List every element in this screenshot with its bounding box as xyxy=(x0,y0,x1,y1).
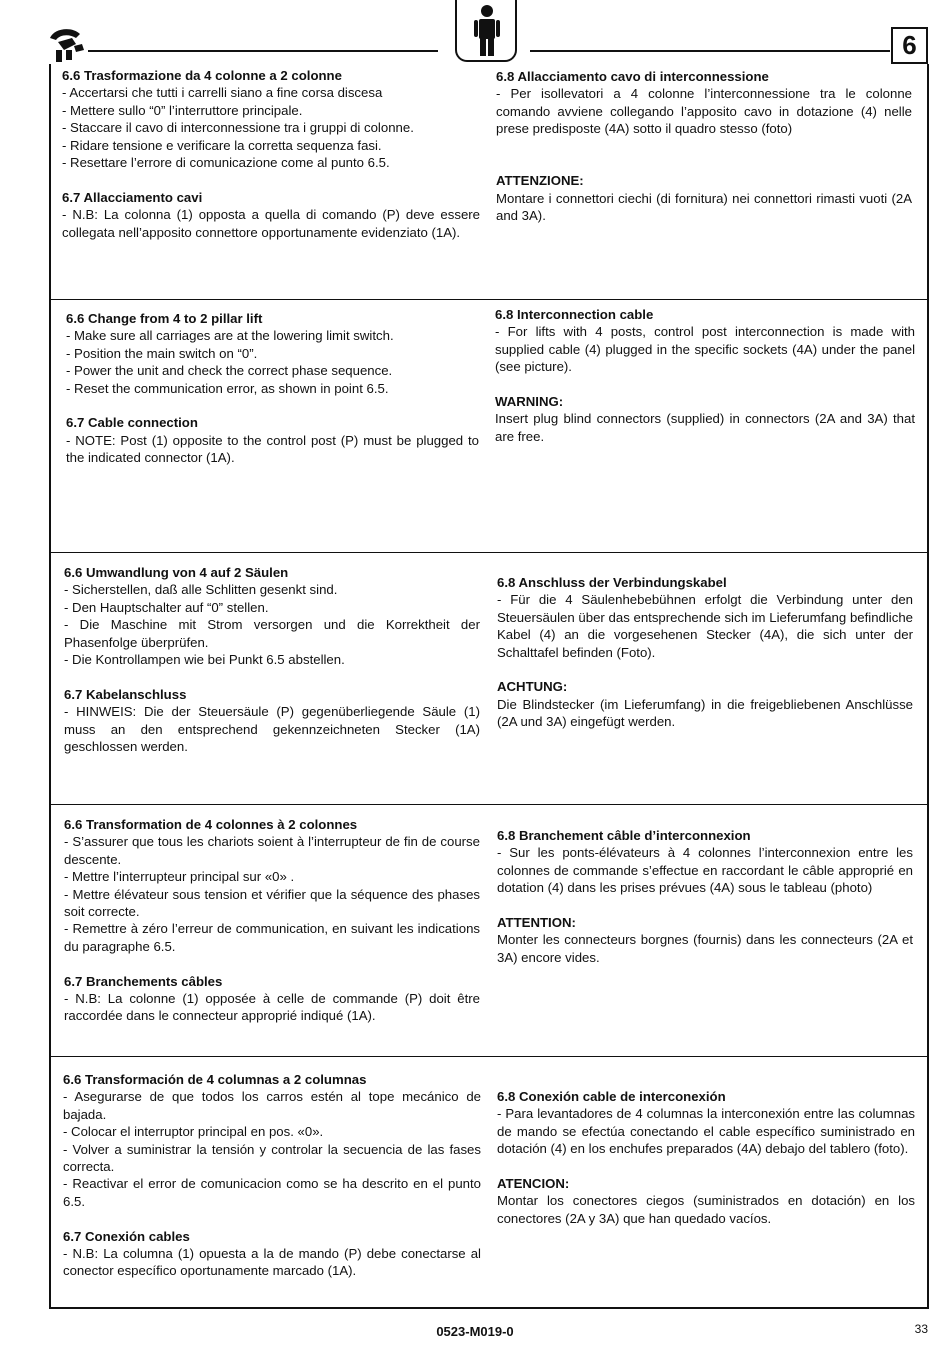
list-item: - Mettre élévateur sous tension et vérifier que la séquence des phases soit correcte. xyxy=(64,886,480,920)
paragraph: - Para levantadores de 4 columnas la interconexión entre las columnas de mando se efectúa conectando el cable específico suministrado en dotación (4) en los enchufes preparados (4A) debajo del tablero (foto). xyxy=(497,1106,915,1157)
section-it-left xyxy=(62,67,480,241)
list-item: - Asegurarse de que todos los carros estén al tope mecánico de bajada. xyxy=(63,1089,481,1122)
paragraph: Monter les connecteurs borgnes (fournis) dans les connecteurs (2A et 3A) encore vides. xyxy=(497,932,913,965)
list-item: - Mettre l’interrupteur principal sur «0» . xyxy=(64,869,295,885)
list-item: - N.B: La colonna (1) opposta a quella di comando (P) deve essere collegata nell’apposito connettore opportunamente evidenziato (1A). xyxy=(62,207,480,240)
list-item: - Position the main switch on “0”. xyxy=(66,345,258,361)
section-divider xyxy=(49,1056,929,1057)
page-number: 33 xyxy=(914,1322,928,1336)
heading-6-7: 6.7 Branchements câbles xyxy=(64,973,223,989)
paragraph: Montar los conectores ciegos (suministrados en dotación) en los conectores (2A y 3A) que han quedado vacíos. xyxy=(497,1193,915,1226)
list-item: - Colocar el interruptor principal en pos. «0». xyxy=(63,1124,324,1140)
chapter-number: 6 xyxy=(891,27,928,64)
list-item: - Accertarsi che tutti i carrelli siano a fine corsa discesa xyxy=(62,85,383,101)
document-code: 0523-M019-0 xyxy=(436,1324,514,1339)
list-item: - HINWEIS: Die der Steuersäule (P) gegenüberliegende Säule (1) muss an den entsprechend gekennzeichneten Stecker (1A) geschlossen werden. xyxy=(64,704,480,755)
section-it-right xyxy=(496,68,912,225)
header-rule-left xyxy=(88,50,438,52)
heading-6-7: 6.7 Allacciamento cavi xyxy=(62,189,203,205)
heading-6-6: 6.6 Change from 4 to 2 pillar lift xyxy=(66,311,263,326)
heading-6-6: 6.6 Transformación de 4 columnas a 2 columnas xyxy=(63,1072,367,1087)
heading-6-6: 6.6 Trasformazione da 4 colonne a 2 colonne xyxy=(62,68,342,83)
list-item: - Reset the communication error, as shown in point 6.5. xyxy=(66,380,389,396)
list-item: - Ridare tensione e verificare la corretta sequenza fasi. xyxy=(62,137,382,153)
section-divider xyxy=(49,552,929,553)
list-item: - Power the unit and check the correct phase sequence. xyxy=(66,363,393,379)
paragraph: Die Blindstecker (im Lieferumfang) in die freigebliebenen Anschlüsse (2A und 3A) eingefügt werden. xyxy=(497,696,913,730)
heading-6-7: 6.7 Kabelanschluss xyxy=(64,686,187,702)
section-de-left xyxy=(64,564,480,755)
list-item: - N.B: La colonne (1) opposée à celle de commande (P) doit être raccordée dans le connecteur approprié indiqué (1A). xyxy=(64,991,480,1024)
list-item: - N.B: La columna (1) opuesta a la de mando (P) debe conectarse al conector específico oportunamente marcado (1A). xyxy=(63,1246,481,1279)
list-item: - Staccare il cavo di interconnessione tra i gruppi di colonne. xyxy=(62,120,414,136)
operator-pictogram xyxy=(455,0,517,62)
heading-6-8: 6.8 Conexión cable de interconexión xyxy=(497,1089,726,1104)
list-item: - Resettare l’errore di comunicazione come al punto 6.5. xyxy=(62,155,390,171)
warning-label: ATTENZIONE: xyxy=(496,173,584,189)
heading-6-8: 6.8 Interconnection cable xyxy=(495,307,654,322)
warning-label: ACHTUNG: xyxy=(497,679,568,695)
list-item: - S’assurer que tous les chariots soient à l’interrupteur de fin de course descente. xyxy=(64,834,480,867)
heading-6-7: 6.7 Conexión cables xyxy=(63,1228,190,1244)
list-item: - Die Maschine mit Strom versorgen und die Korrektheit der Phasenfolge überprüfen. xyxy=(64,617,480,650)
section-es-left xyxy=(63,1071,481,1280)
list-item: - Remettre à zéro l’erreur de communication, en suivant les indications du paragraphe 6.5. xyxy=(64,921,480,954)
header-rule-right xyxy=(530,50,890,52)
list-item: - Die Kontrollampen wie bei Punkt 6.5 abstellen. xyxy=(64,652,345,668)
paragraph: - Sur les ponts-élévateurs à 4 colonnes l’interconnexion entre les colonnes de commande s’effectue en raccordant le câble approprié en dotation (4) dans les prises prévues (4A) sous le tableau (photo) xyxy=(497,845,913,896)
list-item: - NOTE: Post (1) opposite to the control post (P) must be plugged to the indicated connector (1A). xyxy=(66,432,479,466)
manufacturer-logo-icon xyxy=(46,24,88,66)
warning-label: WARNING: xyxy=(495,394,564,410)
paragraph: Montare i connettori ciechi (di fornitura) nei connettori rimasti vuoti (2A and 3A). xyxy=(496,190,912,224)
section-en-left xyxy=(66,310,479,467)
paragraph: - For lifts with 4 posts, control post interconnection is made with supplied cable (4) plugged in the specific sockets (4A) under the panel (see picture). xyxy=(495,324,915,375)
warning-label: ATTENTION: xyxy=(497,915,576,931)
list-item: - Sicherstellen, daß alle Schlitten gesenkt sind. xyxy=(64,582,338,598)
section-divider xyxy=(49,299,929,300)
warning-label: ATENCION: xyxy=(497,1176,570,1192)
heading-6-8: 6.8 Allacciamento cavo di interconnessione xyxy=(496,69,769,84)
list-item: - Make sure all carriages are at the lowering limit switch. xyxy=(66,328,394,344)
list-item: - Reactivar el error de comunicacion como se ha descrito en el punto 6.5. xyxy=(63,1176,481,1209)
section-de-right xyxy=(497,574,913,731)
section-divider xyxy=(49,804,929,805)
heading-6-6: 6.6 Umwandlung von 4 auf 2 Säulen xyxy=(64,565,289,580)
person-icon xyxy=(471,4,503,58)
heading-6-8: 6.8 Branchement câble d’interconnexion xyxy=(497,828,751,843)
paragraph: Insert plug blind connectors (supplied) in connectors (2A and 3A) that are free. xyxy=(495,411,915,444)
paragraph: - Per isollevatori a 4 colonne l’interconnessione tra le colonne comando avviene collegando l’apposito cavo in dotazione (4) nelle prese predisposte (4A) sotto il quadro stesso (foto) xyxy=(496,86,912,137)
heading-6-7: 6.7 Cable connection xyxy=(66,415,198,431)
section-es-right xyxy=(497,1088,915,1227)
section-en-right xyxy=(495,306,915,445)
list-item: - Den Hauptschalter auf “0” stellen. xyxy=(64,599,269,615)
section-fr-right xyxy=(497,827,913,966)
section-fr-left xyxy=(64,816,480,1025)
list-item: - Mettere sullo “0” l’interruttore principale. xyxy=(62,102,303,118)
list-item: - Volver a suministrar la tensión y controlar la secuencia de las fases correcta. xyxy=(63,1141,481,1175)
heading-6-8: 6.8 Anschluss der Verbindungskabel xyxy=(497,575,727,590)
heading-6-6: 6.6 Transformation de 4 colonnes à 2 colonnes xyxy=(64,817,358,832)
paragraph: - Für die 4 Säulenhebebühnen erfolgt die Verbindung unter den Steuersäulen über das entsprechende sich im Lieferumfang befindliche Kabel (4) an die vorgesehenen Stecker (4A), die sich unter der Schalttafel befinden (Foto). xyxy=(497,592,913,660)
